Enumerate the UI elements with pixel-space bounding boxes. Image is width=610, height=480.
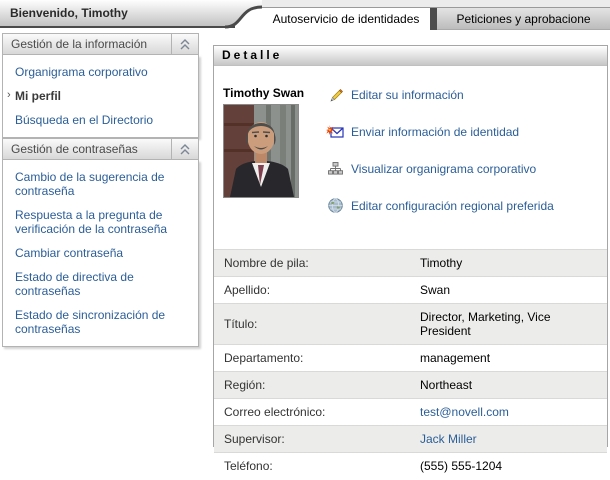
sidebar-item-password-sync-status[interactable]: Estado de sincronización de contraseñas bbox=[15, 308, 166, 336]
table-row bbox=[214, 372, 607, 399]
top-header bbox=[0, 0, 610, 30]
sidebar-item-challenge-response[interactable]: Respuesta a la pregunta de verificación de la contraseña bbox=[15, 208, 168, 236]
tab-bar bbox=[262, 8, 610, 30]
sidebar-item-password-policy-status[interactable]: Estado de directiva de contraseñas bbox=[15, 270, 134, 298]
header-curve bbox=[225, 0, 262, 30]
field-value: Director, Marketing, Vice President bbox=[410, 304, 607, 345]
profile-fields-table bbox=[214, 249, 607, 480]
photo-label: Timothy Swan bbox=[223, 86, 305, 100]
action-links bbox=[326, 76, 554, 224]
table-row bbox=[214, 426, 607, 453]
table-row bbox=[214, 304, 607, 345]
photo-block bbox=[223, 86, 333, 198]
sidebar-item-change-password[interactable]: Cambiar contraseña bbox=[15, 246, 124, 260]
field-label: Nombre de pila: bbox=[214, 250, 410, 277]
email-link[interactable]: test@novell.com bbox=[410, 399, 607, 426]
detail-panel bbox=[213, 45, 608, 474]
sidebar-item-change-password-hint[interactable]: Cambio de la sugerencia de contraseña bbox=[15, 170, 165, 198]
sidebar-section-password-management[interactable] bbox=[2, 138, 199, 160]
field-label: Apellido: bbox=[214, 277, 410, 304]
tab-requests-approvals[interactable]: Peticiones y aprobacione bbox=[437, 8, 610, 30]
supervisor-link[interactable]: Jack Miller bbox=[410, 426, 607, 453]
org-chart-icon bbox=[326, 162, 344, 175]
view-org-chart-link[interactable] bbox=[326, 150, 554, 187]
sidebar-section-information-management[interactable] bbox=[2, 33, 199, 55]
tab-identity-self-service[interactable]: Autoservicio de identidades bbox=[262, 8, 430, 30]
sidebar-section-items bbox=[2, 160, 199, 347]
header-top-strip bbox=[225, 0, 610, 8]
field-value: management bbox=[410, 345, 607, 372]
profile-section bbox=[214, 66, 607, 249]
panel-title: Detalle bbox=[214, 46, 607, 66]
profile-photo bbox=[223, 104, 299, 198]
sidebar-section-title: Gestión de la información bbox=[11, 37, 148, 51]
action-label: Editar configuración regional preferida bbox=[351, 198, 554, 213]
field-value: Northeast bbox=[410, 372, 607, 399]
sidebar bbox=[2, 33, 199, 347]
field-value: Swan bbox=[410, 277, 607, 304]
field-label: Supervisor: bbox=[214, 426, 410, 453]
globe-icon bbox=[326, 198, 344, 213]
double-chevron-up-icon bbox=[179, 144, 191, 155]
field-value: (555) 555-1204 bbox=[410, 453, 607, 480]
edit-info-link[interactable] bbox=[326, 76, 554, 113]
welcome-banner: Bienvenido, Timothy bbox=[0, 0, 235, 28]
send-mail-icon bbox=[326, 125, 344, 139]
sidebar-item-my-profile[interactable]: › Mi perfil bbox=[3, 84, 198, 108]
action-label: Editar su información bbox=[351, 87, 464, 102]
tab-separator bbox=[430, 8, 437, 30]
sidebar-item-org-chart[interactable]: Organigrama corporativo bbox=[15, 65, 148, 79]
field-label: Departamento: bbox=[214, 345, 410, 372]
action-label: Visualizar organigrama corporativo bbox=[351, 161, 537, 176]
table-row bbox=[214, 250, 607, 277]
action-label: Enviar información de identidad bbox=[351, 124, 520, 139]
field-label: Título: bbox=[214, 304, 410, 345]
edit-locale-link[interactable] bbox=[326, 187, 554, 224]
field-value: Timothy bbox=[410, 250, 607, 277]
sidebar-section-title: Gestión de contraseñas bbox=[11, 142, 138, 156]
sidebar-item-directory-search[interactable]: Búsqueda en el Directorio bbox=[15, 113, 154, 127]
table-row bbox=[214, 345, 607, 372]
table-row bbox=[214, 453, 607, 480]
send-identity-info-link[interactable] bbox=[326, 113, 554, 150]
double-chevron-up-icon bbox=[179, 39, 191, 50]
table-row bbox=[214, 277, 607, 304]
pencil-icon bbox=[326, 87, 344, 102]
field-label: Teléfono: bbox=[214, 453, 410, 480]
collapse-button[interactable] bbox=[171, 139, 198, 159]
sidebar-section-items bbox=[2, 55, 199, 138]
field-label: Correo electrónico: bbox=[214, 399, 410, 426]
field-label: Región: bbox=[214, 372, 410, 399]
table-row bbox=[214, 399, 607, 426]
collapse-button[interactable] bbox=[171, 34, 198, 54]
